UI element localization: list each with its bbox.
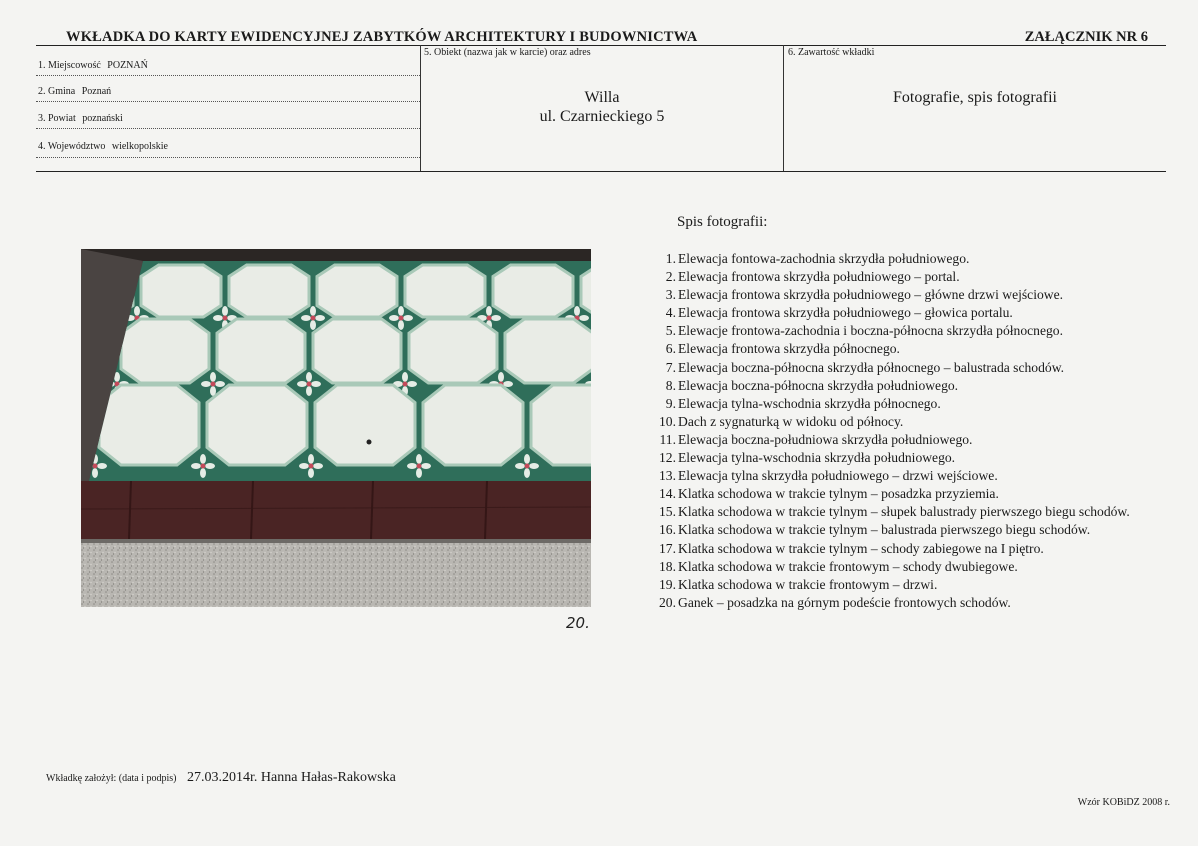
photo-list-item-number: 2. bbox=[665, 269, 676, 285]
header-bottom-rule bbox=[36, 171, 1166, 172]
photo-list-item-number: 16. bbox=[659, 522, 676, 538]
field-voivodeship-label: 4. Województwo bbox=[38, 141, 106, 152]
field-divider bbox=[36, 75, 420, 76]
photo-list-item-text: Elewacja tylna skrzydła południowego – drzwi wejściowe. bbox=[678, 468, 998, 484]
field-county bbox=[38, 113, 123, 124]
photo-list-item-number: 12. bbox=[659, 450, 676, 466]
photo-list-item bbox=[640, 268, 1170, 286]
photo-list-item-number: 3. bbox=[665, 287, 676, 303]
photo-list-item-number: 15. bbox=[659, 504, 676, 520]
photo-list-item-text: Klatka schodowa w trakcie tylnym – słupek balustrady pierwszego biegu schodów. bbox=[678, 504, 1130, 520]
photo-list-item-number: 18. bbox=[659, 558, 676, 574]
photo-list-item bbox=[640, 431, 1170, 449]
photo-list-item bbox=[640, 286, 1170, 304]
field-locality bbox=[38, 60, 148, 71]
photo-list-item-number: 10. bbox=[659, 413, 676, 429]
handwritten-photo-number: 20. bbox=[566, 614, 590, 632]
header-rule bbox=[36, 45, 1166, 46]
photo-list bbox=[640, 250, 1170, 612]
photo-list-item-number: 6. bbox=[665, 341, 676, 357]
form-title: WKŁADKA DO KARTY EWIDENCYJNEJ ZABYTKÓW ARCHITEKTURY I BUDOWNICTWA bbox=[66, 29, 698, 45]
photo-list-item-text: Elewacja frontowa skrzydła południowego – portal. bbox=[678, 269, 960, 285]
field-county-value: poznański bbox=[82, 113, 123, 124]
photo-list-item bbox=[640, 395, 1170, 413]
contents-value: Fotografie, spis fotografii bbox=[893, 89, 1057, 106]
photo-floor-tiles bbox=[81, 249, 591, 607]
field-commune-value: Poznań bbox=[81, 86, 112, 97]
photo-list-item-number: 13. bbox=[659, 468, 676, 484]
photo-list-item bbox=[640, 467, 1170, 485]
photo-list-item-text: Elewacja boczna-północna skrzydła północnego – balustrada schodów. bbox=[678, 359, 1065, 375]
field-commune-label: 2. Gmina bbox=[38, 86, 76, 97]
photo-list-item-text: Elewacja boczna-południowa skrzydła południowego. bbox=[678, 431, 973, 447]
photo-list-item-text: Klatka schodowa w trakcie tylnym – schody zabiegowe na I piętro. bbox=[678, 540, 1044, 556]
field-locality-value: POZNAŃ bbox=[107, 60, 148, 71]
photo-list-item-text: Elewacja tylna-wschodnia skrzydła północnego. bbox=[678, 395, 941, 411]
object-label: 5. Obiekt (nazwa jak w karcie) oraz adres bbox=[424, 47, 591, 58]
photo-list-item bbox=[640, 558, 1170, 576]
photo-list-item-number: 8. bbox=[665, 377, 676, 393]
photo-list-item-number: 11. bbox=[659, 431, 676, 447]
created-by-value: 27.03.2014r. Hanna Hałas-Rakowska bbox=[187, 770, 396, 785]
contents-label: 6. Zawartość wkładki bbox=[788, 47, 875, 58]
photo-list-item-text: Klatka schodowa w trakcie frontowym – drzwi. bbox=[678, 576, 938, 592]
photo-list-item-text: Elewacja frontowa skrzydła północnego. bbox=[678, 341, 900, 357]
photo-list-title: Spis fotografii: bbox=[677, 214, 768, 230]
photo-list-item-text: Elewacja boczna-północna skrzydła południowego. bbox=[678, 377, 959, 393]
photo-list-item-text: Klatka schodowa w trakcie frontowym – schody dwubiegowe. bbox=[678, 558, 1018, 574]
object-name: Willa bbox=[584, 89, 620, 106]
photo-list-item bbox=[640, 503, 1170, 521]
photo-list-item bbox=[640, 340, 1170, 358]
photo-list-item-text: Elewacja fontowa-zachodnia skrzydła południowego. bbox=[678, 251, 970, 266]
photo-list-item bbox=[640, 413, 1170, 431]
photo-list-item-text: Ganek – posadzka na górnym podeście frontowych schodów. bbox=[678, 594, 1011, 610]
photo-list-item-number: 1. bbox=[665, 251, 676, 266]
floor-tile-image bbox=[81, 249, 591, 607]
photo-list-item bbox=[640, 540, 1170, 558]
object-address: ul. Czarnieckiego 5 bbox=[539, 108, 665, 125]
field-locality-label: 1. Miejscowość bbox=[38, 60, 101, 71]
photo-list-item bbox=[640, 449, 1170, 467]
field-county-label: 3. Powiat bbox=[38, 113, 76, 124]
photo-list-item bbox=[640, 304, 1170, 322]
photo-list-item-number: 7. bbox=[665, 359, 676, 375]
photo-list-item-text: Elewacje frontowa-zachodnia i boczna-północna skrzydła północnego. bbox=[678, 323, 1063, 339]
photo-list-item bbox=[640, 521, 1170, 539]
photo-list-item-number: 19. bbox=[659, 576, 676, 592]
created-by bbox=[46, 770, 396, 786]
field-commune bbox=[38, 86, 111, 97]
column-divider-right bbox=[783, 45, 784, 171]
photo-list-item bbox=[640, 250, 1170, 268]
photo-list-item-number: 14. bbox=[659, 486, 676, 502]
photo-list-item bbox=[640, 576, 1170, 594]
photo-list-item-text: Elewacja frontowa skrzydła południowego – głowica portalu. bbox=[678, 305, 1013, 321]
photo-list-item-text: Elewacja tylna-wschodnia skrzydła południowego. bbox=[678, 450, 956, 466]
annex-number: ZAŁĄCZNIK NR 6 bbox=[1024, 29, 1148, 45]
field-divider bbox=[36, 128, 420, 129]
photo-list-item-text: Klatka schodowa w trakcie tylnym – balustrada pierwszego biegu schodów. bbox=[678, 522, 1091, 538]
photo-list-item-text: Dach z sygnaturką w widoku od północy. bbox=[678, 413, 904, 429]
photo-list-item-number: 17. bbox=[659, 540, 676, 556]
photo-list-item bbox=[640, 359, 1170, 377]
photo-list-item-number: 9. bbox=[665, 395, 676, 411]
photo-list-item-text: Elewacja frontowa skrzydła południowego – główne drzwi wejściowe. bbox=[678, 287, 1064, 303]
photo-list-item bbox=[640, 594, 1170, 612]
photo-list-item-number: 5. bbox=[665, 323, 676, 339]
photo-list-item-number: 4. bbox=[665, 305, 676, 321]
photo-list-item-text: Klatka schodowa w trakcie tylnym – posadzka przyziemia. bbox=[678, 486, 999, 502]
created-by-label: Wkładkę założył: (data i podpis) bbox=[46, 773, 177, 784]
photo-list-item bbox=[640, 377, 1170, 395]
template-note: Wzór KOBiDZ 2008 r. bbox=[1077, 797, 1170, 808]
field-voivodeship-value: wielkopolskie bbox=[111, 141, 168, 152]
field-voivodeship bbox=[38, 141, 168, 152]
photo-list-item bbox=[640, 485, 1170, 503]
photo-list-item bbox=[640, 322, 1170, 340]
field-divider bbox=[36, 157, 420, 158]
field-divider bbox=[36, 101, 420, 102]
photo-list-item-number: 20. bbox=[659, 594, 676, 610]
